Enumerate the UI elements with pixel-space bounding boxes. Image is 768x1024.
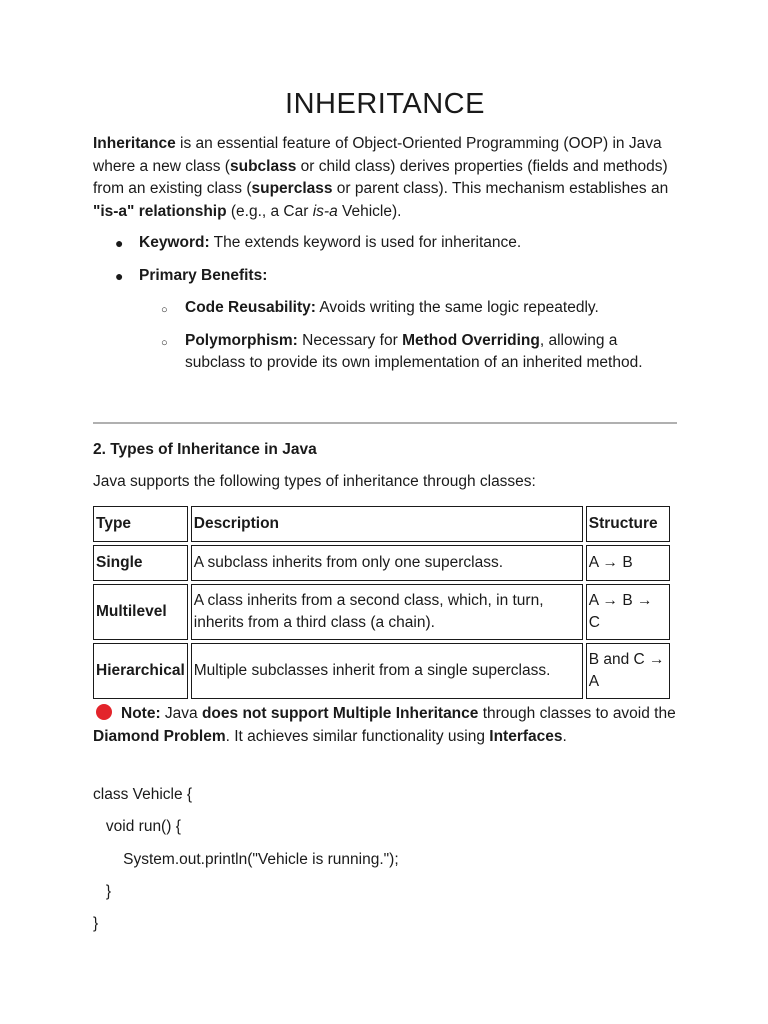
cell-type: Single — [93, 545, 188, 581]
note-bold: does not support Multiple Inheritance — [201, 705, 479, 722]
cell-description: A class inherits from a second class, which, in turn, inherits from a third class (a chain). — [191, 584, 583, 640]
reusability-text: Avoids writing the same logic repeatedly. — [315, 299, 599, 316]
intro-paragraph — [93, 133, 677, 223]
code-line: void run() { — [93, 818, 181, 835]
code-line: } — [93, 883, 112, 900]
benefits-label: Primary Benefits: — [139, 266, 268, 284]
code-line: } — [93, 915, 99, 932]
cell-structure: A → B — [586, 545, 670, 581]
intro-term: Inheritance — [93, 135, 176, 152]
benefits-sublist — [139, 297, 677, 375]
horizontal-divider — [93, 422, 677, 424]
header-structure: Structure — [586, 506, 670, 542]
polymorphism-text: Necessary for — [297, 331, 403, 349]
intro-superclass: superclass — [251, 180, 333, 197]
keyword-label: Keyword: — [139, 234, 210, 251]
intro-is-a-relationship: "is-a" relationship — [93, 202, 227, 220]
circle-bullet-icon: ○ — [161, 304, 168, 316]
cell-type: Hierarchical — [93, 643, 188, 699]
code-line: System.out.println("Vehicle is running."); — [93, 851, 399, 868]
table-row — [93, 545, 670, 581]
intro-text: or child class) derives properties (fields and methods) from an existing class ( — [93, 157, 668, 197]
method-overriding-term: Method Overriding — [402, 331, 540, 349]
list-item-keyword — [93, 232, 677, 255]
section-heading: 2. Types of Inheritance in Java — [93, 441, 317, 458]
intro-is-a-italic: is-a — [312, 202, 338, 220]
bullet-icon: ● — [115, 267, 124, 284]
feature-list — [93, 232, 677, 385]
intro-text: (e.g., a Car — [226, 202, 313, 220]
interfaces-term: Interfaces — [489, 727, 563, 745]
table-row — [93, 584, 670, 640]
note-label: Note: — [121, 705, 161, 722]
header-type: Type — [93, 506, 188, 542]
table-header-row — [93, 506, 670, 542]
keyword-text: The extends keyword is used for inheritance. — [209, 234, 522, 251]
polymorphism-label: Polymorphism: — [185, 331, 298, 349]
note-text: . — [562, 727, 567, 745]
diamond-problem-term: Diamond Problem — [93, 727, 226, 745]
intro-text: is an essential feature of Object-Oriented Programming (OOP) in Java where a new class ( — [93, 135, 662, 175]
page-title: INHERITANCE — [285, 88, 485, 120]
note-paragraph — [93, 703, 677, 748]
cell-description: A subclass inherits from only one superclass. — [191, 545, 583, 581]
cell-structure: B and C → A — [586, 643, 670, 699]
intro-text: Vehicle). — [337, 202, 402, 220]
note-text: through classes to avoid the — [478, 705, 676, 722]
red-circle-icon — [96, 704, 112, 720]
bullet-icon: ● — [115, 235, 124, 251]
supports-paragraph: Java supports the following types of inheritance through classes: — [93, 473, 536, 490]
note-text: Java — [160, 705, 202, 722]
reusability-label: Code Reusability: — [185, 299, 316, 316]
polymorphism-text: , allowing a subclass to provide its own implementation of an inherited method. — [185, 331, 643, 371]
intro-subclass: subclass — [229, 157, 297, 175]
table-row — [93, 643, 670, 699]
cell-description: Multiple subclasses inherit from a single superclass. — [191, 643, 583, 699]
list-item-polymorphism — [139, 330, 677, 375]
code-line: class Vehicle { — [93, 786, 193, 803]
inheritance-types-table — [90, 503, 673, 702]
cell-structure: A → B → C — [586, 584, 670, 640]
cell-type: Multilevel — [93, 584, 188, 640]
list-item-benefits — [93, 265, 677, 375]
circle-bullet-icon: ○ — [161, 336, 168, 349]
intro-text: or parent class). This mechanism establishes an — [332, 180, 669, 197]
list-item-reusability — [139, 297, 677, 320]
note-text: . It achieves similar functionality using — [225, 727, 490, 745]
header-description: Description — [191, 506, 583, 542]
